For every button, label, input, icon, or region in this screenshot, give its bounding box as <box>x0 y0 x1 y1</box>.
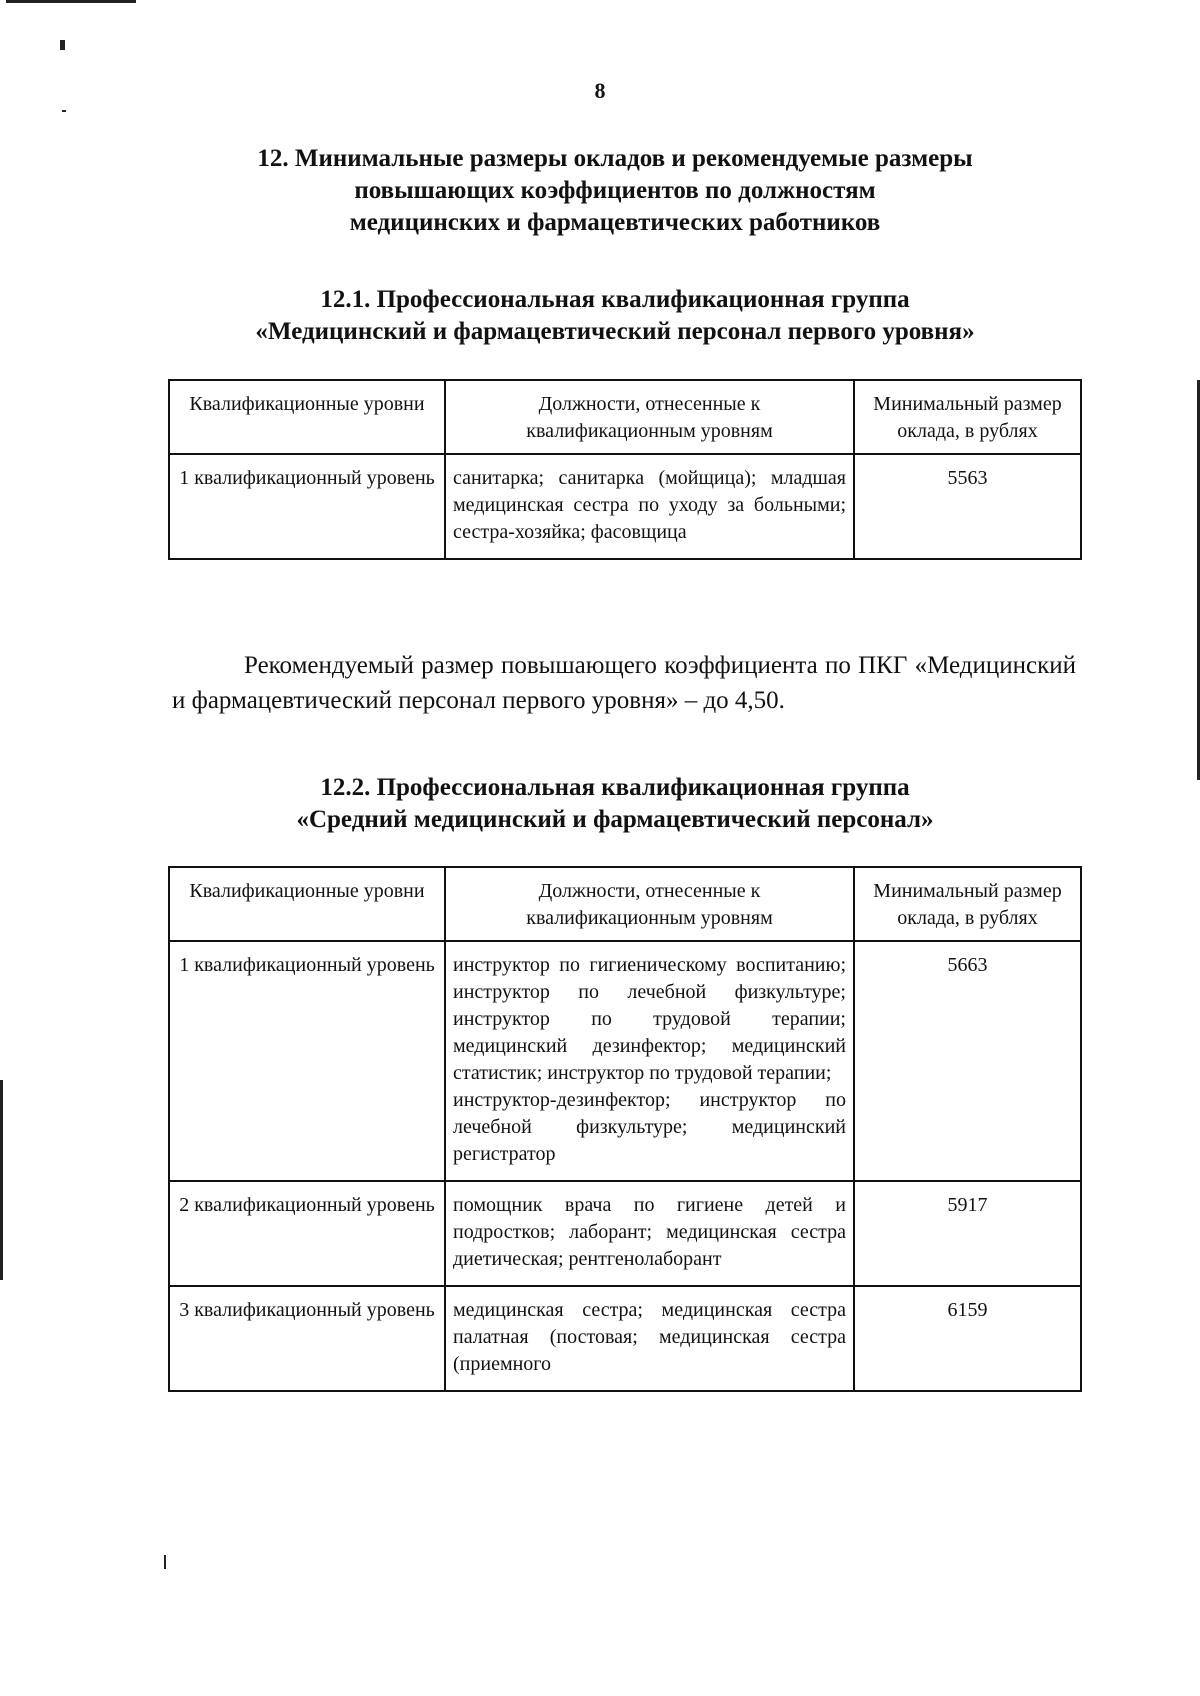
table-12-1 <box>168 379 1082 560</box>
section-12-title-line: медицинских и фармацевтических работников <box>349 209 881 236</box>
table-header-row <box>169 380 1081 454</box>
salary-cell: 5917 <box>854 1181 1081 1286</box>
scan-artifact <box>6 0 136 3</box>
positions-cell: медицинская сестра; медицинская сестра палатная (постовая; медицинская сестра (приемного <box>445 1286 854 1391</box>
table-row <box>169 1181 1081 1286</box>
table-row <box>169 454 1081 559</box>
section-12-1-title-line: 12.1. Профессиональная квалификационная группа <box>320 286 910 313</box>
coefficient-note: Рекомендуемый размер повышающего коэффициента по ПКГ «Медицинский и фармацевтический персонал первого уровня» – до 4,50. <box>172 652 1076 714</box>
table-row <box>169 1286 1081 1391</box>
page-number: 8 <box>594 78 606 103</box>
table-header-row <box>169 867 1081 941</box>
header-salary: Минимальный размер оклада, в рублях <box>854 380 1081 454</box>
header-levels: Квалификационные уровни <box>169 380 445 454</box>
level-cell: 1 квалификационный уровень <box>169 454 445 559</box>
level-cell: 3 квалификационный уровень <box>169 1286 445 1391</box>
scan-artifact <box>62 110 66 112</box>
salary-cell: 5663 <box>854 941 1081 1181</box>
salary-cell: 5563 <box>854 454 1081 559</box>
positions-cell: санитарка; санитарка (мойщица); младшая медицинская сестра по уходу за больными; сестра-хозяйка; фасовщица <box>445 454 854 559</box>
scan-artifact <box>60 40 65 50</box>
positions-text: инструктор по гигиеническому воспитанию; инструктор по лечебной физкультуре; инструктор по трудовой терапии; медицинский дезинфектор; медицинский статистик; инструктор по трудовой терапии; <box>453 954 846 1084</box>
header-positions: Должности, отнесенные к квалификационным уровням <box>445 380 854 454</box>
scan-artifact <box>164 1555 166 1569</box>
positions-text: инструктор-дезинфектор; инструктор по лечебной физкультуре; медицинский регистратор <box>453 1089 846 1165</box>
section-12-2-title <box>150 772 1080 836</box>
section-12-title-line: 12. Минимальные размеры окладов и рекомендуемые размеры <box>257 145 973 172</box>
section-12-title <box>150 143 1080 239</box>
section-12-2-title-line: «Средний медицинский и фармацевтический персонал» <box>296 806 934 833</box>
positions-cell: помощник врача по гигиене детей и подростков; лаборант; медицинская сестра диетическая; рентгенолаборант <box>445 1181 854 1286</box>
level-cell: 1 квалификационный уровень <box>169 941 445 1181</box>
positions-cell <box>445 941 854 1181</box>
header-salary: Минимальный размер оклада, в рублях <box>854 867 1081 941</box>
section-12-2-title-line: 12.2. Профессиональная квалификационная группа <box>320 774 910 801</box>
section-12-1-title-line: «Медицинский и фармацевтический персонал первого уровня» <box>255 318 975 345</box>
section-12-1-title <box>150 284 1080 348</box>
table-12-2 <box>168 866 1082 1392</box>
header-levels: Квалификационные уровни <box>169 867 445 941</box>
section-12-title-line: повышающих коэффициентов по должностям <box>354 177 876 204</box>
table-row <box>169 941 1081 1181</box>
level-cell: 2 квалификационный уровень <box>169 1181 445 1286</box>
salary-cell: 6159 <box>854 1286 1081 1391</box>
scan-artifact <box>0 1080 3 1280</box>
header-positions: Должности, отнесенные к квалификационным уровням <box>445 867 854 941</box>
